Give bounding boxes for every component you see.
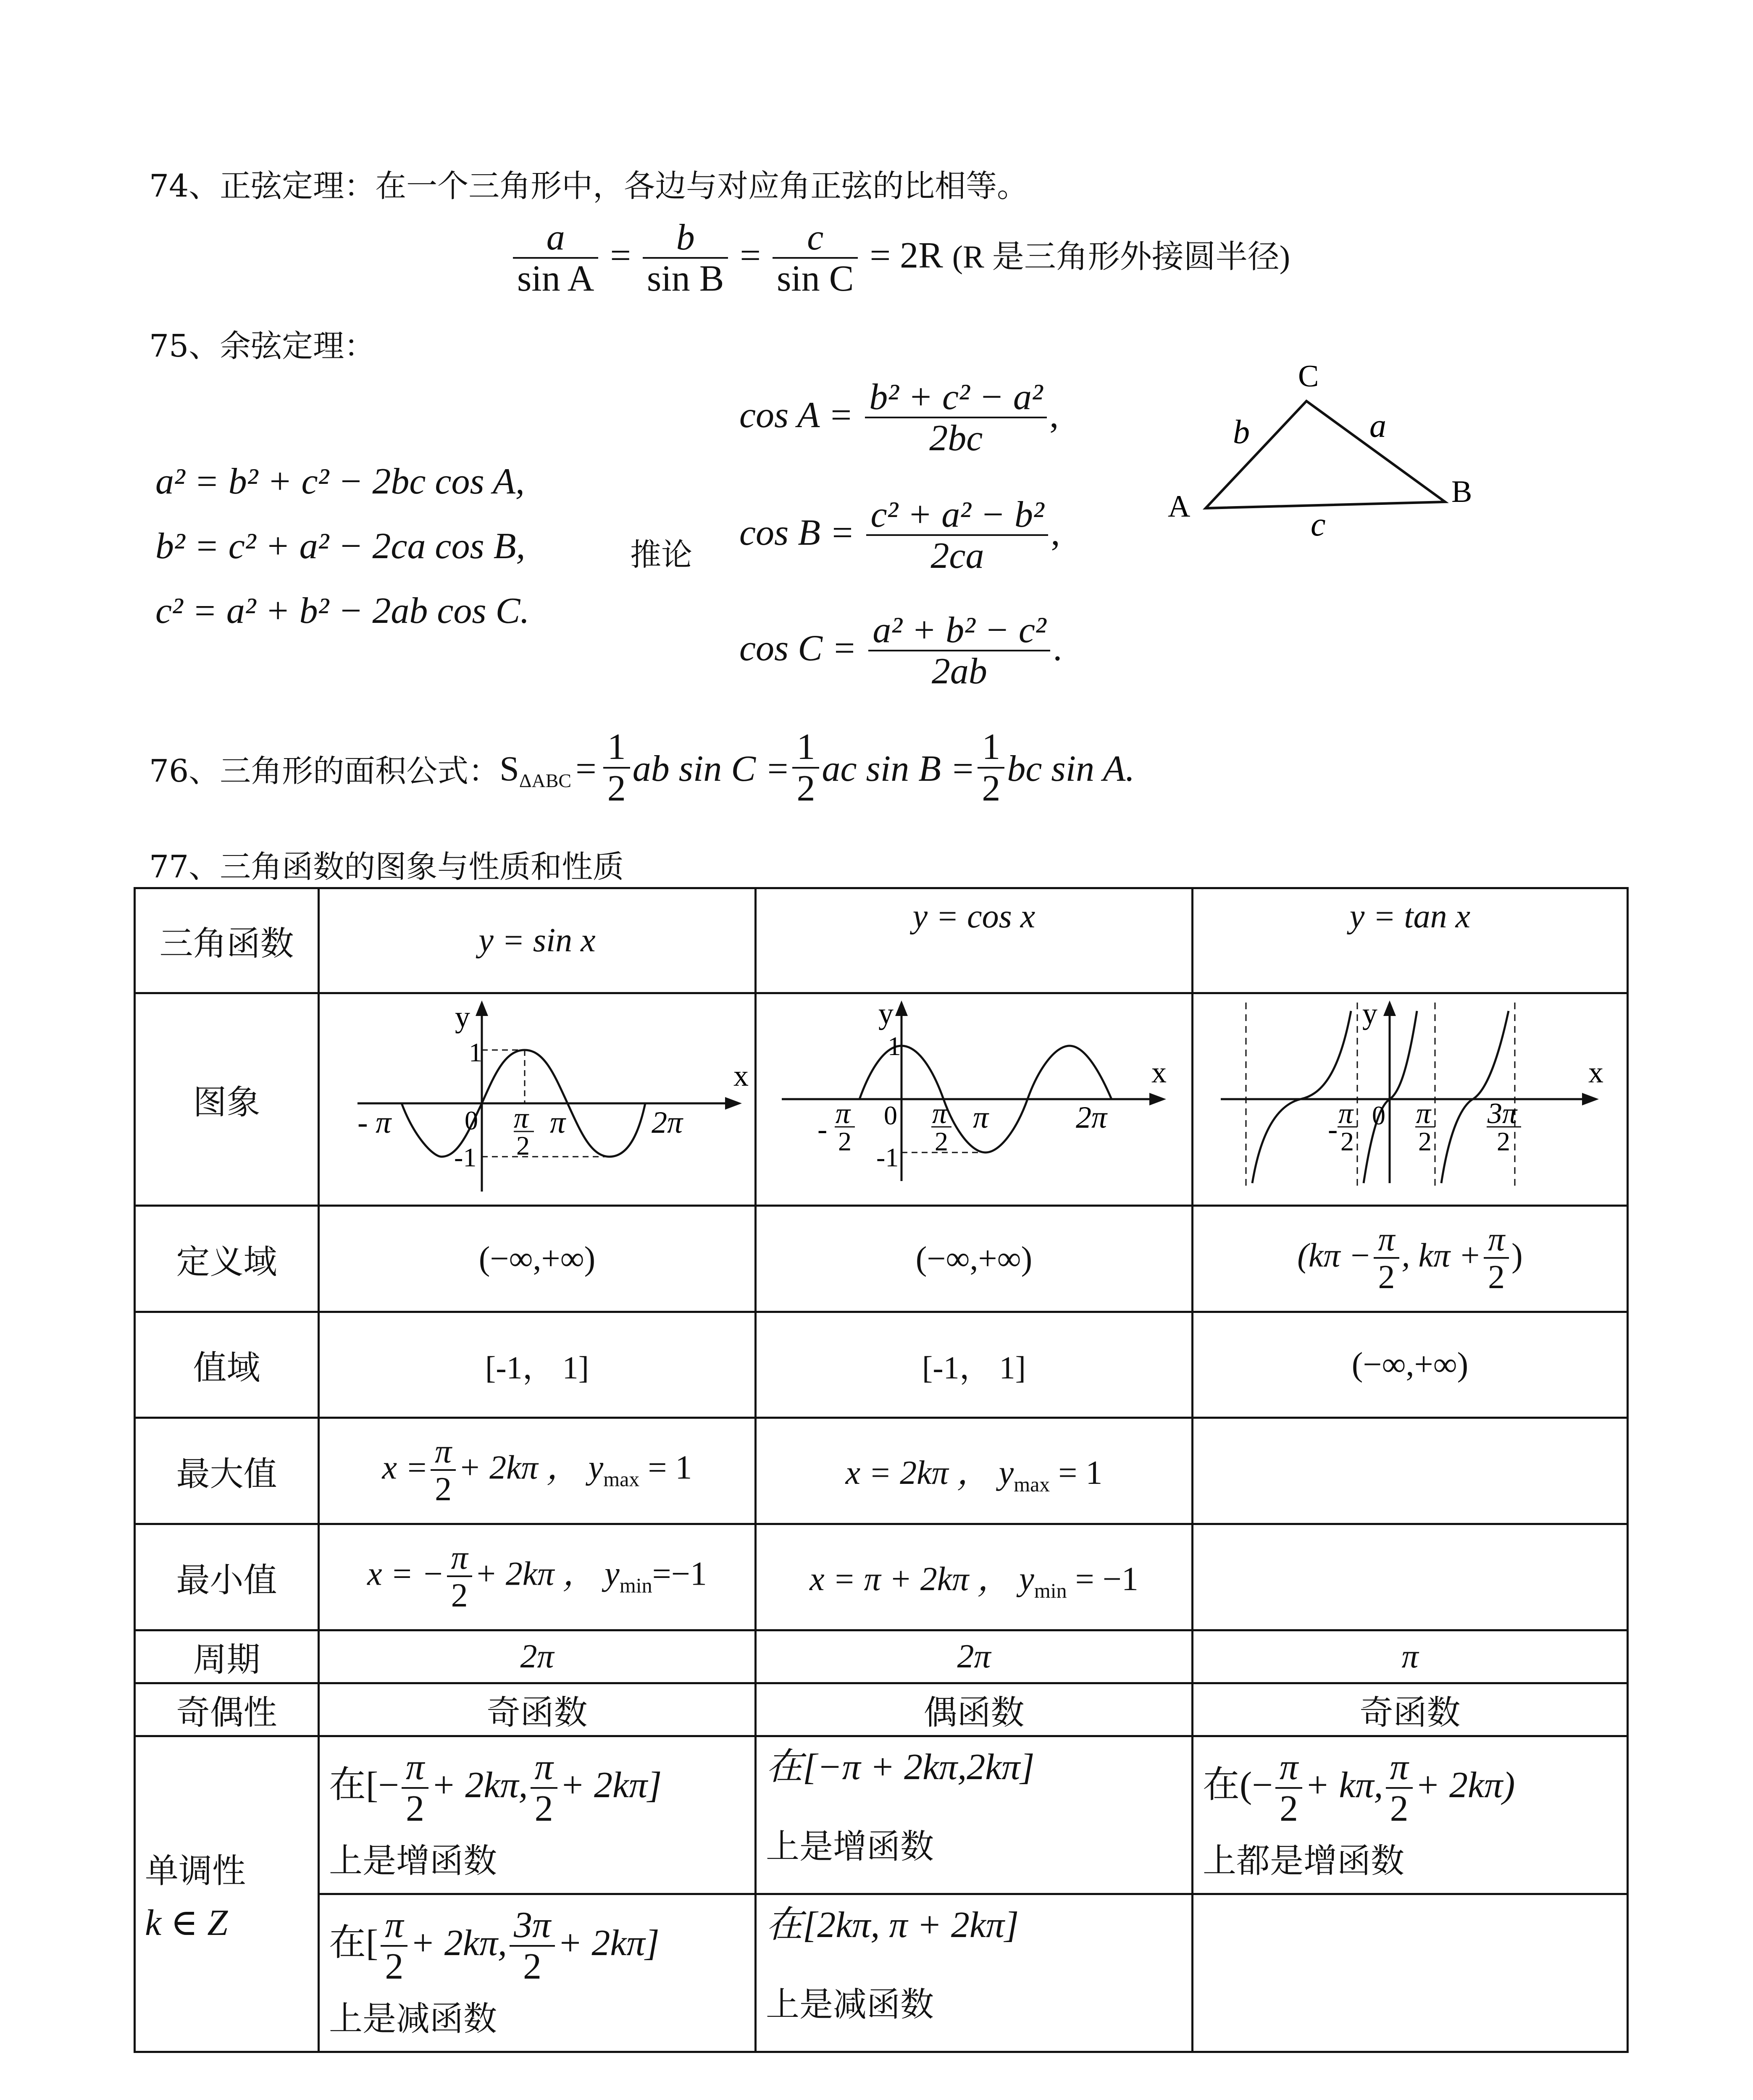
domain-tan-pi-2: π — [1484, 1222, 1509, 1259]
max-sin — [319, 1418, 756, 1524]
tan-label-3pi2-num: 3π — [1488, 1097, 1517, 1130]
min-sin-sub: min — [619, 1573, 652, 1597]
tan-label-3pi2-den: 2 — [1497, 1126, 1510, 1156]
area-S-sub: ΔABC — [519, 769, 572, 791]
graph-tan-cell — [1193, 993, 1628, 1206]
dec-cos-expr: 在[2kπ, π + 2kπ] — [766, 1905, 1019, 1945]
cos-label-pi2-den: 2 — [935, 1126, 948, 1156]
triangle-diagram — [1143, 353, 1521, 546]
cosC-formula — [739, 611, 1062, 692]
inc-sin-mid: + 2kπ, — [431, 1765, 528, 1806]
cosB-tail: , — [1051, 512, 1060, 553]
parity-tan: 奇函数 — [1193, 1683, 1628, 1736]
min-sin-pi: π — [447, 1540, 472, 1577]
inc-sin-pi-2: π — [531, 1748, 557, 1788]
inc-cos-expr: 在[−π + 2kπ,2kπ] — [766, 1747, 1035, 1788]
graph-cos-cell — [756, 993, 1193, 1206]
table-row-decreasing — [135, 1894, 1628, 2052]
sin-label-0: 0 — [465, 1105, 478, 1135]
dec-sin — [319, 1894, 756, 2052]
tan-label-pi2-num: π — [1416, 1097, 1431, 1130]
dec-sin-post: + 2kπ] — [557, 1923, 660, 1964]
inc-cos-text: 上是增函数 — [766, 1827, 934, 1866]
label-range: 值域 — [135, 1312, 319, 1418]
max-sin-val: = 1 — [648, 1449, 692, 1486]
sine-law-2R: = 2R — [870, 235, 943, 276]
cosA-den: 2bc — [929, 418, 983, 459]
max-sin-y: y — [588, 1449, 604, 1486]
tan-label-pi2-den: 2 — [1418, 1126, 1432, 1156]
label-parity: 奇偶性 — [135, 1683, 319, 1736]
tan-label-neg: - — [1328, 1113, 1338, 1146]
period-tan: π — [1193, 1630, 1628, 1683]
corollary-label: 推论 — [630, 537, 692, 573]
sine-law-b: b — [643, 218, 728, 259]
dec-sin-pi: π — [381, 1906, 407, 1946]
min-sin-y: y — [604, 1555, 620, 1593]
cos-y-arrow — [895, 1000, 908, 1016]
dec-sin-mid: + 2kπ, — [410, 1923, 507, 1964]
cosB-num: c² + a² − b² — [866, 496, 1048, 536]
dec-sin-two-2: 2 — [523, 1946, 541, 1987]
tan-label-y: y — [1362, 997, 1377, 1030]
dec-cos — [756, 1894, 1193, 2052]
cosine-law-b: b² = c² + a² − 2ca cos B, — [155, 526, 526, 567]
label-min: 最小值 — [135, 1524, 319, 1630]
cosB-lhs: cos B = — [739, 512, 855, 553]
table-row-range — [135, 1312, 1628, 1418]
half-den-2: 2 — [796, 768, 815, 809]
cosC-tail: . — [1053, 627, 1062, 669]
parity-sin: 奇函数 — [319, 1683, 756, 1736]
table-row-increasing — [135, 1736, 1628, 1894]
cosA-num: b² + c² − a² — [865, 378, 1047, 418]
min-sin-val: =−1 — [652, 1555, 707, 1593]
inc-tan-pre: 在(− — [1203, 1765, 1273, 1806]
max-sin-two: 2 — [435, 1471, 452, 1508]
period-cos: 2π — [756, 1630, 1193, 1683]
s76-heading: 76、三角形的面积公式： — [149, 753, 500, 789]
sine-law-formula: $\frac{a}{\text{sin A}}$ = $\frac{b}{\text{sin B}}$ = $\frac{c}{\text{sin C}}$ = 2R (R 是三角形外接圆半径) — [510, 218, 1290, 299]
side-a: a — [1369, 407, 1386, 444]
range-cos: [-1， 1] — [756, 1312, 1193, 1418]
max-sin-rest: + 2kπ ， — [458, 1449, 580, 1486]
table-row-domain — [135, 1206, 1628, 1312]
min-cos-val: = −1 — [1075, 1561, 1138, 1598]
domain-tan-mid: , kπ + — [1401, 1237, 1482, 1274]
table-row-min — [135, 1524, 1628, 1630]
tan-label-negpi2-num: π — [1338, 1097, 1354, 1130]
inc-sin-pi-1: π — [402, 1748, 428, 1788]
half-den-1: 2 — [607, 768, 626, 809]
sine-law-note: (R 是三角形外接圆半径) — [952, 239, 1290, 275]
tan-y-arrow — [1383, 1000, 1396, 1016]
max-sin-pi: π — [431, 1434, 456, 1471]
table-row-max — [135, 1418, 1628, 1524]
cosB-den: 2ca — [930, 536, 984, 577]
inc-sin-two-2: 2 — [534, 1788, 553, 1829]
label-graph: 图象 — [135, 993, 319, 1206]
label-mono-cell — [135, 1736, 319, 2052]
domain-sin: (−∞,+∞) — [319, 1206, 756, 1312]
max-tan — [1193, 1418, 1628, 1524]
cos-label-neg1: -1 — [876, 1142, 899, 1172]
max-cos — [756, 1418, 1193, 1524]
vertex-A: A — [1168, 489, 1191, 524]
parity-cos: 偶函数 — [756, 1683, 1193, 1736]
domain-tan-pi-1: π — [1374, 1222, 1399, 1259]
cos-label-1: 1 — [888, 1031, 901, 1061]
inc-tan-two-1: 2 — [1279, 1788, 1298, 1829]
sine-law-sinA: sin A — [517, 258, 594, 299]
inc-sin-two-1: 2 — [405, 1788, 424, 1829]
min-tan — [1193, 1524, 1628, 1630]
inc-tan — [1193, 1736, 1628, 1894]
label-period: 周期 — [135, 1630, 319, 1683]
inc-tan-text: 上都是增函数 — [1203, 1841, 1404, 1880]
side-b: b — [1233, 414, 1250, 451]
area-term-3: bc sin A. — [1007, 748, 1135, 789]
dec-sin-pre: 在[ — [329, 1923, 378, 1964]
sin-label-pi: π — [550, 1105, 566, 1140]
half-num-3: 1 — [978, 728, 1004, 768]
tan-branch-3 — [1441, 1011, 1509, 1183]
sin-x-arrow — [725, 1097, 742, 1110]
area-formula — [149, 727, 1135, 809]
sin-y-arrow — [476, 1000, 488, 1016]
max-cos-y: y — [999, 1454, 1014, 1491]
side-c: c — [1311, 506, 1326, 543]
domain-cos: (−∞,+∞) — [756, 1206, 1193, 1312]
cosB-formula — [739, 496, 1060, 577]
domain-tan — [1193, 1206, 1628, 1312]
domain-tan-post: ) — [1511, 1237, 1523, 1274]
cosC-den: 2ab — [931, 651, 987, 692]
max-cos-val: = 1 — [1058, 1454, 1103, 1491]
dec-sin-two-1: 2 — [385, 1946, 404, 1987]
max-cos-text: x = 2kπ ， — [845, 1454, 991, 1491]
label-func: 三角函数 — [135, 888, 319, 993]
range-sin: [-1， 1] — [319, 1312, 756, 1418]
inc-sin-post: + 2kπ] — [560, 1765, 662, 1806]
area-term-1: ab sin C = — [632, 748, 790, 789]
header-cos: y = cos x — [756, 888, 1193, 993]
table-row-header — [135, 888, 1628, 993]
header-tan: y = tan x — [1193, 888, 1628, 993]
tan-label-0: 0 — [1372, 1100, 1385, 1130]
cosC-num: a² + b² − c² — [868, 611, 1050, 651]
dec-sin-text: 上是减函数 — [329, 1999, 497, 2038]
cos-label-0: 0 — [884, 1100, 897, 1130]
vertex-C: C — [1298, 359, 1319, 394]
inc-tan-pi-1: π — [1275, 1748, 1302, 1788]
label-mono: 单调性 — [145, 1851, 246, 1890]
sin-label-1: 1 — [469, 1037, 482, 1067]
tan-label-x: x — [1588, 1055, 1603, 1089]
cos-label-neg: - — [817, 1113, 828, 1146]
inc-tan-pi-2: π — [1386, 1748, 1413, 1788]
header-sin: y = sin x — [319, 888, 756, 993]
graph-sin-cell — [319, 993, 756, 1206]
inc-tan-post: + 2kπ) — [1415, 1765, 1515, 1806]
inc-cos — [756, 1736, 1193, 1894]
inc-tan-mid: + kπ, — [1305, 1765, 1383, 1806]
dec-tan — [1193, 1894, 1628, 2052]
graph-cos — [757, 994, 1193, 1197]
cos-label-y: y — [878, 997, 894, 1030]
inc-sin-pre: 在[− — [329, 1765, 399, 1806]
sin-label-y: y — [455, 1000, 470, 1034]
cosA-lhs: cos A = — [739, 394, 854, 436]
cosA-tail: , — [1049, 394, 1059, 436]
min-sin-two: 2 — [451, 1577, 468, 1614]
max-sin-x: x = — [382, 1449, 428, 1486]
cos-label-negpi2-num: π — [836, 1097, 851, 1130]
min-sin — [319, 1524, 756, 1630]
cos-label-pi2-num: π — [932, 1097, 947, 1130]
half-num-1: 1 — [603, 728, 630, 768]
max-sin-sub: max — [603, 1467, 640, 1491]
area-term-2: ac sin B = — [822, 748, 975, 789]
domain-tan-two-1: 2 — [1378, 1259, 1395, 1296]
graph-tan — [1193, 994, 1629, 1197]
sin-label-pi2-num: π — [514, 1102, 529, 1134]
inc-sin-text: 上是增函数 — [329, 1841, 497, 1880]
min-cos-sub: min — [1034, 1579, 1067, 1602]
dec-cos-text: 上是减函数 — [766, 1985, 934, 2024]
dec-sin-3pi: 3π — [510, 1906, 555, 1946]
inc-tan-two-2: 2 — [1390, 1788, 1409, 1829]
min-cos-y: y — [1019, 1561, 1034, 1598]
min-cos-text: x = π + 2kπ ， — [809, 1561, 1011, 1598]
area-S: S — [499, 749, 519, 788]
area-eq: = — [576, 748, 597, 789]
period-sin: 2π — [319, 1630, 756, 1683]
half-num-2: 1 — [792, 728, 819, 768]
vertex-B: B — [1451, 475, 1472, 509]
graph-sin — [320, 994, 757, 1197]
cosine-law-a: a² = b² + c² − 2bc cos A, — [155, 461, 525, 502]
label-domain: 定义域 — [135, 1206, 319, 1312]
cosine-law-c: c² = a² + b² − 2ab cos C. — [155, 591, 530, 631]
sin-label-2pi: 2π — [652, 1105, 683, 1140]
sine-law-sinC: sin C — [777, 258, 854, 299]
range-tan: (−∞,+∞) — [1193, 1312, 1628, 1418]
tan-x-arrow — [1582, 1093, 1599, 1105]
half-den-3: 2 — [982, 768, 1001, 809]
min-sin-rest: + 2kπ ， — [474, 1555, 597, 1593]
s75-heading: 75、余弦定理： — [149, 328, 376, 364]
min-sin-x: x = − — [367, 1555, 444, 1593]
cos-label-pi: π — [973, 1100, 989, 1135]
label-max: 最大值 — [135, 1418, 319, 1524]
tan-branch-1 — [1252, 1011, 1351, 1183]
cos-x-arrow — [1149, 1093, 1166, 1105]
s74-heading: 74、正弦定理：在一个三角形中，各边与对应角正弦的比相等。 — [149, 168, 1028, 204]
cos-label-negpi2-den: 2 — [838, 1126, 852, 1156]
cos-label-x: x — [1151, 1055, 1167, 1089]
sin-label-x: x — [733, 1059, 749, 1092]
table-row-graph — [135, 993, 1628, 1206]
domain-tan-two-2: 2 — [1488, 1259, 1505, 1296]
inc-sin — [319, 1736, 756, 1894]
sin-label-pi2-den: 2 — [516, 1131, 530, 1160]
sin-label-neg1: -1 — [454, 1142, 477, 1172]
table-row-parity — [135, 1683, 1628, 1736]
sine-law-c: c — [773, 218, 858, 259]
s77-heading: 77、三角函数的图象与性质和性质 — [149, 849, 624, 885]
max-cos-sub: max — [1014, 1473, 1050, 1496]
cos-label-2pi: 2π — [1076, 1100, 1107, 1135]
table-row-period — [135, 1630, 1628, 1683]
cosA-formula — [739, 378, 1059, 459]
domain-tan-pre: (kπ − — [1297, 1237, 1372, 1274]
sine-law-sinB: sin B — [647, 258, 724, 299]
tan-label-negpi2-den: 2 — [1340, 1126, 1354, 1156]
min-cos — [756, 1524, 1193, 1630]
sin-label-negpi: - π — [357, 1105, 392, 1140]
sine-law-a: a — [513, 218, 598, 259]
label-mono-k: k ∈ Z — [145, 1903, 228, 1943]
trig-properties-table — [134, 887, 1629, 2053]
cosC-lhs: cos C = — [739, 627, 857, 669]
